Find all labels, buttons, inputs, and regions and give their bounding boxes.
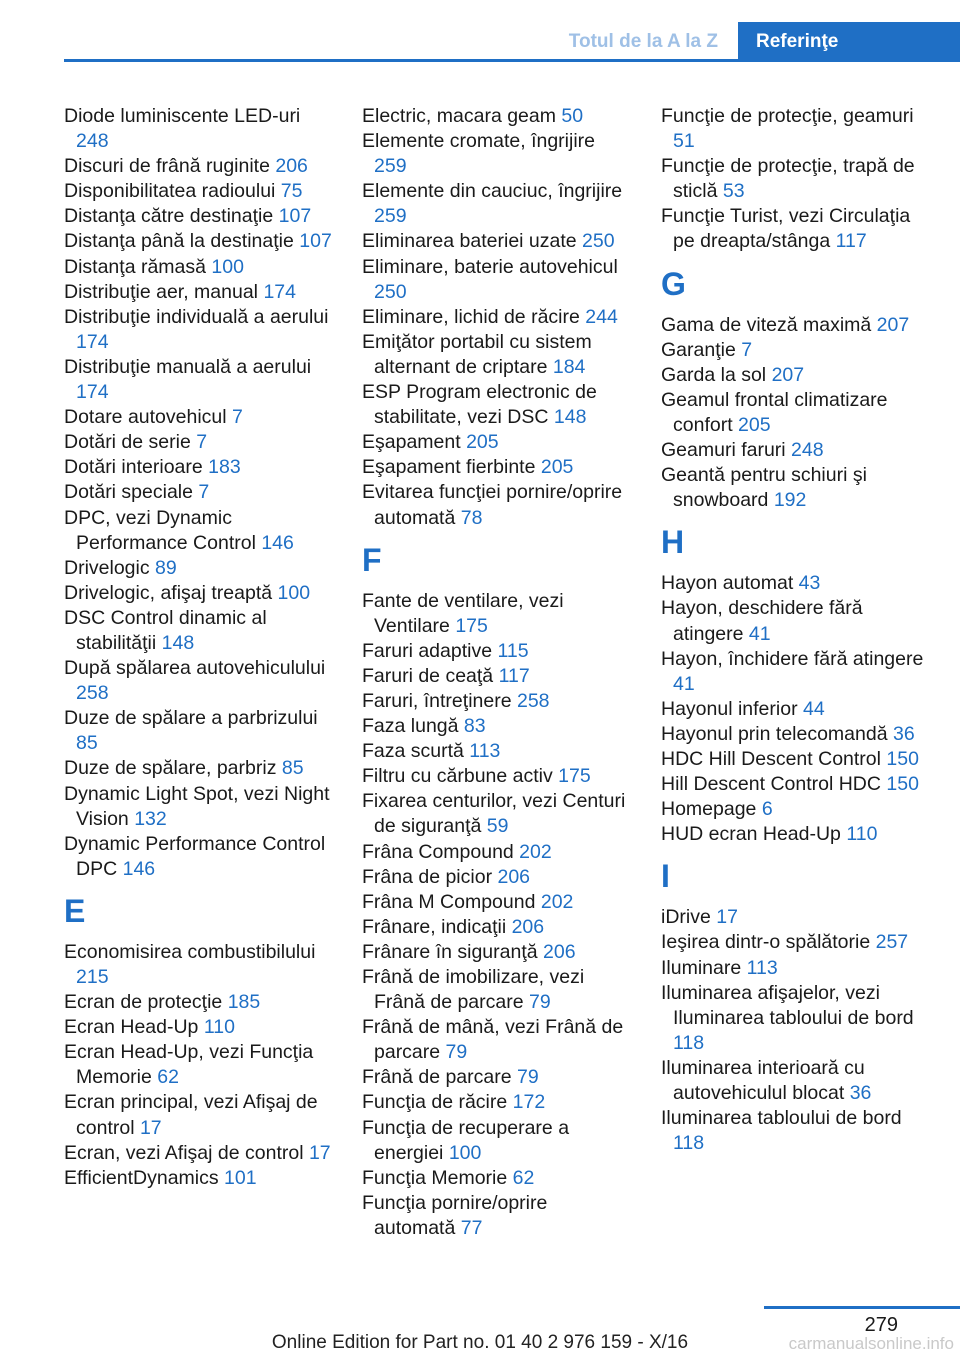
page-link[interactable]: 206 bbox=[275, 155, 308, 178]
index-term: Eşapament bbox=[362, 431, 467, 454]
index-entry bbox=[661, 438, 929, 463]
index-term: Frâna de picior bbox=[362, 865, 498, 888]
index-entry bbox=[362, 179, 630, 229]
page-link[interactable]: 17 bbox=[716, 906, 738, 929]
page-link[interactable]: 118 bbox=[673, 1031, 705, 1054]
index-entry bbox=[362, 480, 630, 530]
watermark: carmanualsonline.info bbox=[788, 1334, 954, 1353]
page-link[interactable]: 205 bbox=[738, 413, 771, 436]
index-term: Faruri adaptive bbox=[362, 639, 498, 662]
index-entry bbox=[64, 430, 332, 455]
index-term: Dotări interioare bbox=[64, 456, 209, 479]
index-term: Ecran principal, vezi Afişaj de control bbox=[64, 1091, 318, 1139]
page-link[interactable]: 146 bbox=[122, 857, 156, 880]
page-link[interactable]: 7 bbox=[198, 481, 210, 504]
page-link[interactable]: 78 bbox=[460, 506, 483, 529]
page-link[interactable]: 79 bbox=[529, 991, 551, 1014]
page-header bbox=[64, 22, 960, 62]
page-link[interactable]: 77 bbox=[460, 1216, 483, 1239]
page-link[interactable]: 250 bbox=[374, 280, 407, 303]
index-term: Drivelogic, afişaj treaptă bbox=[64, 581, 278, 604]
page-link[interactable]: 117 bbox=[835, 230, 867, 253]
index-entry bbox=[661, 905, 929, 930]
index-term: Funcţie de protecţie, trapă de sticlă bbox=[661, 155, 915, 203]
index-term: DSC Control dinamic al stabilităţii bbox=[64, 606, 267, 654]
index-term: Iluminarea afişajelor, vezi Iluminarea tabloului de bord bbox=[661, 981, 914, 1029]
index-entry bbox=[362, 104, 630, 129]
page-link[interactable]: 205 bbox=[466, 431, 499, 454]
index-entry bbox=[362, 689, 630, 714]
index-term: Dotări de serie bbox=[64, 431, 197, 454]
index-term: Ecran, vezi Afişaj de control bbox=[64, 1141, 309, 1164]
index-term: Funcţia Memorie bbox=[362, 1166, 513, 1189]
index-entry bbox=[362, 430, 630, 455]
index-entry bbox=[64, 255, 332, 280]
page-number: 279 bbox=[864, 1314, 898, 1336]
page-link[interactable]: 79 bbox=[517, 1066, 539, 1089]
index-term: Funcţia de recuperare a energiei bbox=[362, 1116, 570, 1164]
index-entry bbox=[64, 229, 332, 254]
index-term: Funcţia de răcire bbox=[362, 1091, 513, 1114]
page-link[interactable]: 36 bbox=[849, 1082, 872, 1104]
index-entry bbox=[64, 204, 332, 229]
page-link[interactable]: 185 bbox=[227, 991, 261, 1014]
page-link[interactable]: 17 bbox=[308, 1141, 331, 1164]
index-term: Funcţie de protecţie, geamuri bbox=[661, 105, 914, 127]
page-link[interactable]: 89 bbox=[155, 556, 177, 579]
index-term: Frânare, indicaţii bbox=[362, 915, 512, 938]
index-term: Faza scurtă bbox=[362, 740, 470, 763]
page-link[interactable]: 206 bbox=[511, 915, 545, 938]
page-link[interactable]: 117 bbox=[498, 664, 530, 687]
page-link[interactable]: 172 bbox=[512, 1091, 546, 1114]
page-link[interactable]: 100 bbox=[211, 255, 244, 278]
page-link[interactable]: 146 bbox=[261, 531, 294, 554]
index-term: Garda la sol bbox=[661, 363, 772, 386]
index-term: Dynamic Performance Control DPC bbox=[64, 832, 326, 880]
edition-line: Online Edition for Part no. 01 40 2 976 159 - X/16 bbox=[271, 1332, 689, 1353]
index-entry bbox=[64, 656, 332, 706]
index-term: Elemente din cauciuc, îngrijire bbox=[362, 180, 623, 203]
index-letter-heading: E bbox=[64, 892, 86, 929]
index-entry bbox=[362, 940, 630, 965]
index-term: Hayonul inferior bbox=[661, 697, 803, 720]
index-term: După spălarea autovehiculului bbox=[64, 657, 326, 680]
index-entry bbox=[64, 940, 332, 990]
index-term: Ecran de protecţie bbox=[64, 991, 228, 1014]
page-link[interactable]: 43 bbox=[798, 572, 821, 595]
page-link[interactable]: 110 bbox=[846, 823, 878, 846]
page-link[interactable]: 259 bbox=[374, 155, 407, 178]
index-entry bbox=[64, 556, 332, 581]
index-term: Garanţie bbox=[661, 338, 742, 361]
page-link[interactable]: 44 bbox=[802, 697, 825, 720]
index-entry bbox=[64, 1141, 332, 1166]
index-entry bbox=[661, 338, 929, 363]
page-link[interactable]: 113 bbox=[469, 740, 501, 763]
index-term: Frână de imobilizare, vezi Frână de parcare bbox=[362, 966, 585, 1014]
page-link[interactable]: 51 bbox=[673, 130, 695, 153]
index-term: Ecran Head-Up, vezi Funcţia Memorie bbox=[64, 1041, 314, 1089]
index-letter-heading: F bbox=[362, 541, 382, 578]
index-term: Hill Descent Control HDC bbox=[661, 773, 887, 796]
index-term: EfficientDynamics bbox=[64, 1166, 225, 1189]
index-entry bbox=[362, 965, 630, 1015]
index-entry bbox=[661, 463, 929, 513]
index-term: Discuri de frână ruginite bbox=[64, 155, 276, 178]
page-link[interactable]: 36 bbox=[892, 722, 915, 745]
index-entry bbox=[362, 890, 630, 915]
index-term: Frânare în siguranţă bbox=[362, 940, 544, 963]
index-term: iDrive bbox=[661, 906, 717, 929]
index-entry bbox=[64, 990, 332, 1015]
index-entry bbox=[362, 129, 630, 179]
page-link[interactable]: 100 bbox=[277, 581, 311, 604]
page-link[interactable]: 258 bbox=[76, 682, 109, 705]
index-entry bbox=[64, 1015, 332, 1040]
page-link[interactable]: 100 bbox=[448, 1141, 482, 1164]
index-term: Ieşirea dintr-o spălătorie bbox=[661, 931, 876, 954]
page-link[interactable]: 148 bbox=[161, 631, 195, 654]
index-entry bbox=[64, 832, 332, 882]
page-link[interactable]: 6 bbox=[761, 798, 773, 821]
index-term: HUD ecran Head-Up bbox=[661, 823, 847, 846]
index-letter-heading: I bbox=[661, 858, 670, 895]
page-link[interactable]: 202 bbox=[540, 890, 574, 913]
page-link[interactable]: 183 bbox=[208, 456, 241, 479]
index-term: Faruri de ceaţă bbox=[362, 664, 499, 687]
index-entry bbox=[64, 506, 332, 556]
index-entry bbox=[362, 589, 630, 639]
index-entry bbox=[661, 388, 929, 438]
index-term: Iluminarea interioară cu autovehiculul blocat bbox=[661, 1056, 865, 1104]
index-entry bbox=[362, 664, 630, 689]
index-term: Duze de spălare a parbrizului bbox=[64, 707, 318, 730]
index-entry bbox=[362, 714, 630, 739]
index-entry bbox=[661, 596, 929, 646]
page-link[interactable]: 85 bbox=[76, 732, 98, 755]
index-term: Dynamic Light Spot, vezi Night Vision bbox=[64, 782, 330, 830]
index-entry bbox=[64, 1166, 332, 1191]
index-term: Hayon, deschidere fără atingere bbox=[661, 597, 863, 645]
page-link[interactable]: 107 bbox=[278, 205, 312, 228]
index-entry bbox=[661, 1056, 929, 1106]
page-link[interactable]: 50 bbox=[561, 105, 584, 127]
index-letter-heading: G bbox=[661, 265, 686, 302]
page-link[interactable]: 115 bbox=[497, 639, 529, 662]
index-entry bbox=[362, 330, 630, 380]
index-entry bbox=[64, 104, 332, 154]
index-entry bbox=[661, 697, 929, 722]
page-link[interactable]: 207 bbox=[876, 313, 910, 336]
index-term: Funcţie Turist, vezi Circulaţia pe dreapta/stânga bbox=[661, 205, 911, 253]
index-entry bbox=[362, 455, 630, 480]
page-link[interactable]: 248 bbox=[76, 130, 109, 153]
chapter-tab[interactable]: Referinţe bbox=[738, 22, 960, 62]
page-link[interactable]: 202 bbox=[519, 840, 552, 863]
index-entry bbox=[362, 1116, 630, 1166]
index-term: Distribuţie aer, manual bbox=[64, 280, 264, 303]
index-term: DPC, vezi Dynamic Performance Control bbox=[64, 506, 262, 554]
page-link[interactable]: 206 bbox=[543, 940, 576, 963]
index-term: Eliminare, baterie autovehicul bbox=[362, 255, 618, 278]
index-term: Electric, macara geam bbox=[362, 105, 562, 127]
index-term: Filtru cu cărbune activ bbox=[362, 765, 559, 788]
index-term: Gama de viteză maximă bbox=[661, 313, 877, 336]
index-entry bbox=[362, 915, 630, 940]
page-link[interactable]: 62 bbox=[512, 1166, 535, 1189]
page-link[interactable]: 53 bbox=[722, 180, 745, 203]
index-entry bbox=[64, 706, 332, 756]
index-term: Distanţa rămasă bbox=[64, 255, 212, 278]
page-link[interactable]: 41 bbox=[748, 622, 771, 645]
page-link[interactable]: 7 bbox=[232, 406, 243, 429]
index-term: Geantă pentru schiuri şi snowboard bbox=[661, 464, 867, 512]
index-term: Frână de parcare bbox=[362, 1066, 518, 1089]
page-link[interactable]: 184 bbox=[552, 355, 586, 378]
page-link[interactable]: 107 bbox=[299, 230, 332, 253]
index-term: ESP Program electronic de stabilitate, vezi DSC bbox=[362, 381, 597, 429]
index-column-1 bbox=[64, 104, 332, 1191]
index-entry bbox=[661, 154, 929, 204]
index-entry bbox=[64, 606, 332, 656]
page-link[interactable]: 41 bbox=[673, 672, 695, 695]
index-term: Fixarea centurilor, vezi Centuri de siguranţă bbox=[362, 790, 626, 838]
index-entry bbox=[362, 840, 630, 865]
page-link[interactable]: 250 bbox=[582, 230, 615, 253]
index-entry bbox=[661, 930, 929, 955]
index-term: Distribuţie individuală a aerului bbox=[64, 305, 329, 328]
index-term: Dotare autovehicul bbox=[64, 406, 233, 429]
index-entry bbox=[64, 581, 332, 606]
page-link[interactable]: 132 bbox=[134, 807, 167, 830]
index-entry bbox=[362, 764, 630, 789]
footer-rule bbox=[764, 1306, 960, 1309]
page-link[interactable]: 17 bbox=[139, 1116, 162, 1139]
index-entry bbox=[362, 229, 630, 254]
page-link[interactable]: 150 bbox=[886, 773, 919, 796]
index-term: Elemente cromate, îngrijire bbox=[362, 130, 596, 153]
index-term: Evitarea funcţiei pornire/oprire automată bbox=[362, 481, 623, 529]
index-term: Faza lungă bbox=[362, 715, 464, 738]
page-link[interactable]: 175 bbox=[455, 614, 488, 637]
index-term: Faruri, întreţinere bbox=[362, 689, 517, 712]
page-link[interactable]: 83 bbox=[463, 715, 486, 738]
index-entry bbox=[362, 639, 630, 664]
index-entry bbox=[64, 480, 332, 505]
index-term: Hayon, închidere fără atingere bbox=[661, 647, 924, 670]
index-term: Ecran Head-Up bbox=[64, 1016, 204, 1039]
index-term: Diode luminiscente LED-uri bbox=[64, 105, 301, 127]
page-link[interactable]: 75 bbox=[280, 180, 303, 203]
index-term: HDC Hill Descent Control bbox=[661, 747, 887, 770]
page-link[interactable]: 7 bbox=[196, 431, 208, 454]
index-term: Frână de mână, vezi Frână de parcare bbox=[362, 1016, 624, 1064]
page-link[interactable]: 148 bbox=[553, 406, 587, 429]
section-tab[interactable]: Totul de la A la Z bbox=[551, 22, 738, 62]
index-term: Disponibilitatea radioului bbox=[64, 180, 281, 203]
index-entry bbox=[661, 822, 929, 847]
index-entry bbox=[661, 981, 929, 1056]
page-link[interactable]: 79 bbox=[445, 1041, 468, 1064]
index-term: Geamuri faruri bbox=[661, 439, 792, 462]
page-link[interactable]: 215 bbox=[76, 966, 109, 988]
page-link[interactable]: 174 bbox=[263, 280, 296, 303]
page-link[interactable]: 118 bbox=[673, 1132, 705, 1155]
page-link[interactable]: 175 bbox=[558, 765, 591, 788]
page-link[interactable]: 150 bbox=[886, 747, 919, 770]
index-term: Dotări speciale bbox=[64, 481, 199, 504]
page-link[interactable]: 174 bbox=[76, 381, 109, 404]
index-term: Homepage bbox=[661, 798, 762, 821]
page-link[interactable]: 85 bbox=[281, 757, 304, 780]
index-entry bbox=[64, 154, 332, 179]
index-entry bbox=[362, 305, 630, 330]
page-link[interactable]: 113 bbox=[746, 956, 778, 979]
index-term: Emiţător portabil cu sistem alternant de criptare bbox=[362, 330, 592, 378]
index-entry bbox=[362, 789, 630, 839]
index-term: Frâna M Compound bbox=[362, 890, 541, 913]
index-term: Iluminarea tabloului de bord bbox=[661, 1107, 902, 1130]
index-entry bbox=[64, 305, 332, 355]
index-entry bbox=[362, 1191, 630, 1241]
page-link[interactable]: 248 bbox=[791, 439, 824, 462]
index-entry bbox=[64, 782, 332, 832]
index-term: Fante de ventilare, vezi Ventilare bbox=[362, 589, 564, 637]
index-term: Drivelogic bbox=[64, 556, 156, 579]
index-entry bbox=[661, 747, 929, 772]
index-entry bbox=[661, 797, 929, 822]
page-link[interactable]: 257 bbox=[875, 931, 909, 954]
page-link[interactable]: 101 bbox=[224, 1166, 257, 1189]
index-term: Iluminare bbox=[661, 956, 747, 979]
page-link[interactable]: 59 bbox=[486, 815, 509, 838]
index-entry bbox=[661, 722, 929, 747]
page-link[interactable]: 259 bbox=[374, 205, 407, 228]
index-entry bbox=[362, 380, 630, 430]
index-entry bbox=[661, 956, 929, 981]
index-entry bbox=[362, 1065, 630, 1090]
index-entry bbox=[661, 104, 929, 154]
page-link[interactable]: 244 bbox=[585, 305, 618, 328]
index-letter-heading: H bbox=[661, 524, 685, 561]
page-link[interactable]: 192 bbox=[773, 489, 807, 512]
index-entry bbox=[64, 1090, 332, 1140]
index-entry bbox=[362, 739, 630, 764]
index-entry bbox=[64, 455, 332, 480]
index-entry bbox=[64, 179, 332, 204]
index-entry bbox=[362, 255, 630, 305]
index-term: Hayon automat bbox=[661, 572, 799, 595]
page-link[interactable]: 62 bbox=[157, 1066, 179, 1089]
index-entry bbox=[64, 355, 332, 405]
index-entry bbox=[362, 1015, 630, 1065]
index-entry bbox=[64, 756, 332, 781]
index-entry bbox=[661, 647, 929, 697]
index-entry bbox=[661, 1106, 929, 1156]
index-column-3 bbox=[661, 104, 929, 1156]
index-column-2 bbox=[362, 104, 630, 1241]
index-entry bbox=[362, 1090, 630, 1115]
index-term: Distanţa către destinaţie bbox=[64, 205, 279, 228]
page-link[interactable]: 207 bbox=[771, 363, 805, 386]
index-entry bbox=[64, 405, 332, 430]
index-term: Geamul frontal climatizare confort bbox=[661, 388, 888, 436]
index-entry bbox=[661, 571, 929, 596]
page-link[interactable]: 174 bbox=[76, 330, 109, 353]
index-term: Economisirea combustibilului bbox=[64, 940, 316, 963]
index-term: Duze de spălare, parbriz bbox=[64, 757, 282, 780]
index-entry bbox=[661, 363, 929, 388]
index-entry bbox=[64, 280, 332, 305]
page-link[interactable]: 7 bbox=[741, 338, 753, 361]
page-link[interactable]: 206 bbox=[497, 865, 531, 888]
index-entry bbox=[661, 313, 929, 338]
index-entry bbox=[362, 865, 630, 890]
index-term: Hayonul prin telecomandă bbox=[661, 722, 893, 745]
header-rule bbox=[64, 59, 960, 62]
index-term: Eliminarea bateriei uzate bbox=[362, 230, 583, 253]
index-entry bbox=[362, 1166, 630, 1191]
index-term: Eşapament fierbinte bbox=[362, 456, 541, 479]
page-link[interactable]: 205 bbox=[540, 456, 574, 479]
index-term: Funcţia pornire/oprire automată bbox=[362, 1191, 548, 1239]
page-link[interactable]: 110 bbox=[203, 1016, 235, 1039]
page-link[interactable]: 258 bbox=[516, 689, 550, 712]
index-term: Eliminare, lichid de răcire bbox=[362, 305, 586, 328]
index-term: Frâna Compound bbox=[362, 840, 520, 863]
index-term: Distanţa până la destinaţie bbox=[64, 230, 300, 253]
index-entry bbox=[64, 1040, 332, 1090]
index-entry bbox=[661, 772, 929, 797]
index-term: Distribuţie manuală a aerului bbox=[64, 355, 312, 378]
index-entry bbox=[661, 204, 929, 254]
